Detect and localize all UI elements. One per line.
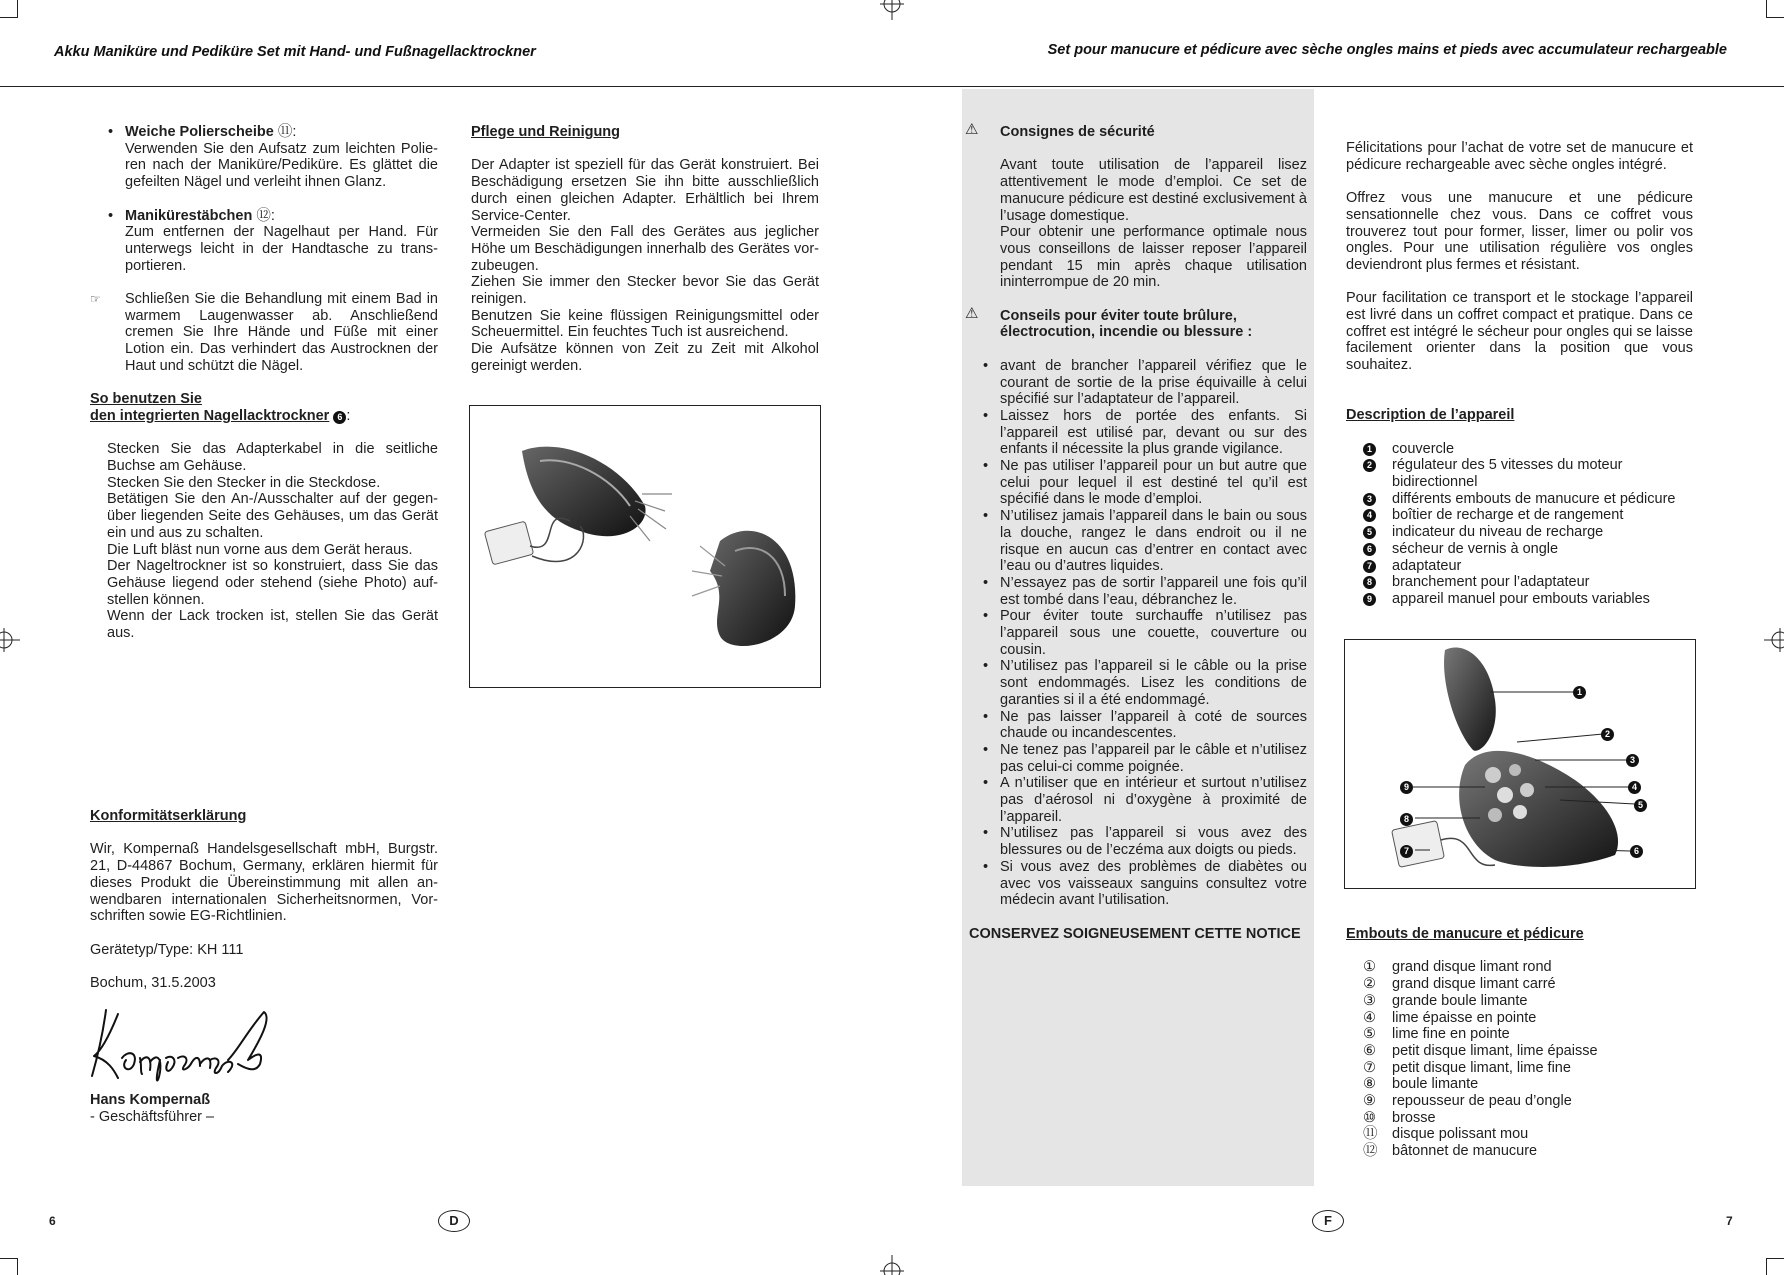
- hand-pointer-icon: ☞: [90, 292, 101, 306]
- attachment-text: petit disque limant, lime épaisse: [1392, 1042, 1598, 1059]
- attachment-text: lime épaisse en pointe: [1392, 1009, 1537, 1026]
- attachment-text: grande boule limante: [1392, 992, 1528, 1009]
- description-num: 9: [1363, 593, 1376, 606]
- fr-intro-paragraph: Pour facilitation ce transport et le stockage l’appareil est livré dans un coffret compact et pratique. Dans ce coffret est intégré le sécheur pour ongles qui se laisse facilement orienter dans la position que vous souhaitez.: [1346, 290, 1693, 374]
- attachment-text: disque polissant mou: [1392, 1126, 1529, 1143]
- attachment-text: grand disque limant carré: [1392, 976, 1556, 993]
- de-conformity-text: Wir, Kompernaß Handelsgesellschaft mbH, Burgstr. 21, D-44867 Bochum, Germany, erklären hiermit für dieses Produkt die Übereinstimmung mit allen an-wendbaren internationalen Sicherheitsnormen, Vor-schriften sowie EG-Richtlinien.: [90, 841, 438, 925]
- callout-6: 6: [1630, 845, 1643, 858]
- attachment-text: lime fine en pointe: [1392, 1026, 1510, 1043]
- fr-safety-column: [965, 121, 1307, 942]
- de-place-date: Bochum, 31.5.2003: [90, 974, 216, 991]
- description-text: sécheur de vernis à ongle: [1392, 540, 1559, 557]
- page-number-right: 7: [1726, 1214, 1733, 1228]
- fr-column-2: [1346, 140, 1693, 608]
- description-text: différents embouts de manucure et pédicure: [1392, 490, 1676, 507]
- header-rule: [0, 86, 1784, 87]
- crop-mark: [0, 17, 18, 18]
- fr-safety-paragraph: Avant toute utilisation de l’appareil lisez attentivement le mode d’emploi. Ce set de manucure pédicure est destiné exclusivement à l’usage domestique.: [1000, 157, 1307, 224]
- bullet-dot: •: [108, 207, 114, 224]
- fr-advice-item: • Laissez hors de portée des enfants. Si l’appareil est utilisé par, devant ou sur des enfants il nécessite la plus grande vigilance.: [983, 408, 1307, 458]
- fr-description-list: [1346, 441, 1693, 608]
- crop-mark: [1766, 1258, 1767, 1275]
- fr-attachments-list: [1346, 959, 1693, 1159]
- fr-advice-heading-line1: Conseils pour éviter toute brûlure,: [1000, 307, 1237, 324]
- bullet-title: Weiche Polierscheibe: [125, 124, 274, 140]
- description-num: 7: [1363, 560, 1376, 573]
- signature: [88, 1000, 278, 1090]
- de-dryer-heading-line1: So benutzen Sie: [90, 391, 202, 408]
- warning-icon: ⚠: [965, 304, 979, 322]
- registration-mark-bottom: [872, 1255, 912, 1275]
- de-dryer-heading-line2: den integrierten Nagellacktrockner: [90, 407, 330, 424]
- attachment-num: ⑥: [1363, 1042, 1376, 1059]
- callout-4: 4: [1628, 781, 1641, 794]
- de-dryer-step: Betätigen Sie den An-/Ausschalter auf der gegen-über liegenden Seite des Gehäuses, um das Gerät ein und aus zu schalten.: [107, 491, 438, 541]
- description-text: appareil manuel pour embouts variables: [1392, 590, 1650, 607]
- description-num: 5: [1363, 526, 1376, 539]
- de-tip: [90, 291, 438, 375]
- de-care-paragraph: Der Adapter ist speziell für das Gerät konstruiert. Bei Beschädigung ersetzen Sie ihn bitte ausschließlich durch einen gleichen Adapter. Erhältlich bei Ihrem Service-Center.: [471, 157, 819, 224]
- fr-advice-item: • N’utilisez pas l’appareil si le câble ou la prise sont endommagés. Lisez les conditions de garanties si il a été endommagé.: [983, 658, 1307, 708]
- fr-keep-notice: CONSERVEZ SOIGNEUSEMENT CETTE NOTICE: [969, 925, 1301, 942]
- fr-safety-paragraph: Pour obtenir une performance optimale nous vous conseillons de laisser reposer l’appareil pendant 15 min après chaque utilisation ininterrompue de 20 min.: [1000, 224, 1307, 291]
- attachment-num: ③: [1363, 992, 1376, 1009]
- bullet-num: ⑪: [277, 124, 293, 140]
- de-bullet-polishing-disc: • Weiche Polierscheibe ⑪: Verwenden Sie den Aufsatz zum leichten Polie-ren nach der Maniküre/Pediküre. Es glättet die gefeilten Nägel und verleiht ihnen Glanz.: [108, 124, 438, 191]
- registration-mark-top: [872, 0, 912, 20]
- attachment-text: petit disque limant, lime fine: [1392, 1059, 1571, 1076]
- de-column-2: [471, 124, 819, 375]
- de-care-heading: Pflege und Reinigung: [471, 124, 621, 140]
- attachment-num: ⑧: [1363, 1076, 1376, 1093]
- fr-advice-list: [965, 358, 1307, 909]
- description-text: régulateur des 5 vitesses du moteur bidirectionnel: [1392, 457, 1623, 490]
- de-bullet-manicure-stick: • Manikürestäbchen ⑫: Zum entfernen der Nagelhaut per Hand. Für unterwegs leicht in der Handtasche zu trans-portieren.: [108, 207, 438, 274]
- fr-advice-heading-row: [965, 304, 1307, 341]
- bullet-title: Manikürestäbchen: [125, 207, 253, 224]
- fr-intro-paragraph: Félicitations pour l’achat de votre set de manucure et pédicure rechargeable avec sèche ongles intégré.: [1346, 140, 1693, 173]
- page-number-left: 6: [49, 1214, 56, 1228]
- de-dryer-step: Stecken Sie den Stecker in die Steckdose.: [107, 474, 381, 491]
- attachment-num: ⑩: [1363, 1109, 1376, 1126]
- attachment-num: ⑪: [1363, 1126, 1378, 1143]
- attachment-text: bâtonnet de manucure: [1392, 1143, 1538, 1160]
- registration-mark-left: [0, 620, 20, 660]
- de-column-1: • Weiche Polierscheibe ⑪: Verwenden Sie den Aufsatz zum leichten Polie-ren nach der Maniküre/Pediküre. Es glättet die gefeilten Nägel und verleiht ihnen Glanz. • Manikürestäbchen ⑫: Zum entfernen der Nagelhaut per Hand. Für unterwegs leicht in der Handtasche zu trans-portieren. ☞ Schließen Sie die Behandlung mit einem Bad in warmem Laugenwasser ab. Anschließend cremen Sie Ihre Hände und Füße mit einer Lotion ein. Das verhindert das Austrocknen der Haut und schützt die Nägel. So benutzen Sie den integrierten Nagellacktrockner 6 : Stecken Sie das Adapterkabel in die seitliche Buchse am Gehäuse. Stecken Sie den Stecker in die Steckdose. Betätigen Sie den An-/Ausschalter auf der gegen-über liegenden Seite des Gehäuses, um das Gerät ein und aus zu schalten. Die Luft bläst nun vorne aus dem Gerät heraus. Der Nageltrockner ist so konstruiert, dass Sie das Gehäuse liegend oder stehend (siehe Photo) auf-stellen können. Wenn der Lack trocken ist, stellen Sie das Gerät aus.: [90, 124, 438, 642]
- crop-mark: [1766, 1258, 1784, 1259]
- de-dryer-step: Der Nageltrockner ist so konstruiert, dass Sie das Gehäuse liegend oder stehend (siehe Photo) auf-stellen können.: [107, 558, 438, 608]
- callout-2: 2: [1601, 728, 1614, 741]
- de-dryer-step: Die Luft bläst nun vorne aus dem Gerät heraus.: [107, 541, 413, 558]
- language-badge-de: D: [438, 1210, 470, 1232]
- crop-mark: [1766, 17, 1784, 18]
- fr-advice-item: • N’utilisez pas l’appareil si vous avez des blessures ou de l’eczéma aux doigts ou pieds.: [983, 825, 1307, 858]
- fr-safety-heading: Consignes de sécurité: [1000, 124, 1155, 140]
- fr-advice-item: • Ne pas laisser l’appareil à coté de sources chaude ou incandescentes.: [983, 709, 1307, 742]
- fr-advice-item: • Ne tenez pas l’appareil par le câble et n’utilisez pas celui-ci comme poignée.: [983, 742, 1307, 775]
- language-badge-fr: F: [1312, 1210, 1344, 1232]
- description-num: 6: [1363, 543, 1376, 556]
- fr-advice-item: • N’utilisez jamais l’appareil dans le bain ou sous la douche, rangez le dans endroit ou il ne risque en aucun cas d’entrer en contact avec l’eau ou d’autres liquides.: [983, 508, 1307, 575]
- description-text: indicateur du niveau de recharge: [1392, 524, 1604, 541]
- bullet-text: Verwenden Sie den Aufsatz zum leichten Polie-ren nach der Maniküre/Pediküre. Es glättet die gefeilten Nägel und verleiht ihnen Glanz.: [125, 140, 438, 191]
- fr-advice-heading-line2: électrocution, incendie ou blessure :: [1000, 324, 1253, 341]
- bullet-text: Zum entfernen der Nagelhaut per Hand. Für unterwegs leicht in der Handtasche zu trans-portieren.: [125, 224, 438, 274]
- nail-dryer-illustration: [470, 406, 820, 687]
- callout-8: 8: [1400, 813, 1413, 826]
- callout-3: 3: [1626, 754, 1639, 767]
- de-care-paragraph: Ziehen Sie immer den Stecker bevor Sie das Gerät reinigen.: [471, 274, 819, 308]
- registration-mark-right: [1764, 620, 1784, 660]
- description-num: 1: [1363, 443, 1376, 456]
- attachment-text: boule limante: [1392, 1076, 1479, 1093]
- attachment-num: ④: [1363, 1009, 1376, 1026]
- crop-mark: [17, 0, 18, 18]
- nail-dryer-photo: [469, 405, 821, 688]
- attachment-num: ⑨: [1363, 1093, 1376, 1110]
- attachment-num: ⑤: [1363, 1026, 1376, 1043]
- de-conformity-heading: Konformitätserklärung: [90, 808, 247, 824]
- callout-5: 5: [1634, 799, 1647, 812]
- attachment-num: ⑫: [1363, 1143, 1378, 1160]
- callout-7: 7: [1400, 845, 1413, 858]
- crop-mark: [17, 1258, 18, 1275]
- de-device-type: Gerätetyp/Type: KH 111: [90, 941, 244, 958]
- attachment-num: ⑦: [1363, 1059, 1376, 1076]
- bullet-dot: •: [108, 124, 114, 140]
- callout-1: 1: [1573, 686, 1586, 699]
- fr-attachments-heading: Embouts de manucure et pédicure: [1346, 926, 1584, 942]
- de-dryer-step: Stecken Sie das Adapterkabel in die seitliche Buchse am Gehäuse.: [107, 441, 438, 474]
- de-signer: [90, 1092, 438, 1125]
- callout-9: 9: [1400, 781, 1413, 794]
- fr-advice-item: • Pour éviter toute surchauffe n’utilisez pas l’appareil sous une couette, couverture ou cousin.: [983, 608, 1307, 658]
- crop-mark: [0, 1258, 18, 1259]
- de-dryer-step: Wenn der Lack trocken ist, stellen Sie das Gerät aus.: [107, 608, 438, 642]
- description-text: boîtier de recharge et de rangement: [1392, 507, 1624, 524]
- de-signer-role: - Geschäftsführer –: [90, 1108, 215, 1125]
- de-care-paragraph: Vermeiden Sie den Fall des Gerätes aus jeglicher Höhe um Beschädigungen innerhalb des Gerätes vor-zubeugen.: [471, 224, 819, 274]
- attachment-num: ①: [1363, 959, 1376, 976]
- header-right-title: Set pour manucure et pédicure avec sèche ongles mains et pieds avec accumulateur rechargeable: [1047, 42, 1727, 58]
- attachment-text: brosse: [1392, 1109, 1436, 1126]
- description-num: 2: [1363, 459, 1376, 472]
- de-care-paragraph: Benutzen Sie keine flüssigen Reinigungsmittel oder Scheuermittel. Ein feuchtes Tuch ist ausreichend.: [471, 307, 819, 341]
- bullet-num: ⑫: [256, 207, 271, 224]
- fr-description-heading: Description de l’appareil: [1346, 407, 1515, 424]
- fr-safety-heading-row: [965, 121, 1307, 141]
- fr-advice-item: • avant de brancher l’appareil vérifiez que le courant de sortie de la prise équivaille à celui spécifié sur l’adaptateur de l’appareil.: [983, 358, 1307, 408]
- attachment-text: repousseur de peau d’ongle: [1392, 1093, 1572, 1110]
- crop-mark: [1766, 0, 1767, 18]
- description-num: 4: [1363, 509, 1376, 522]
- fr-advice-item: • N’essayez pas de sortir l’appareil une fois qu’il est tombé dans l’eau, débranchez le.: [983, 575, 1307, 608]
- device-diagram: [1344, 639, 1696, 889]
- fr-intro-paragraph: Offrez vous une manucure et une pédicure sensationnelle chez vous. Dans ce coffret vous trouverez tout pour former, lisser, limer ou polir vos ongles. Pour une utilisation régulière vos ongles deviendront plus fermes et résistant.: [1346, 190, 1693, 273]
- fr-advice-item: • A n’utiliser que en intérieur et surtout n’utilisez pas d’aérosol ni d’oxygène à proximité de l’appareil.: [983, 775, 1307, 825]
- de-dryer-heading-num: 6: [333, 411, 346, 424]
- de-tip-text: Schließen Sie die Behandlung mit einem Bad in warmem Laugenwasser ab. Anschließend cremen Sie Ihre Hände und Füße mit einer Lotion ein. Das verhindert das Austrocknen der Haut und schützt die Nägel.: [125, 291, 438, 374]
- description-text: adaptateur: [1392, 557, 1462, 574]
- description-text: branchement pour l’adaptateur: [1392, 574, 1590, 591]
- de-dryer-steps: [90, 441, 438, 641]
- header-left-title: Akku Maniküre und Pediküre Set mit Hand- und Fußnagellacktrockner: [54, 44, 536, 60]
- attachment-text: grand disque limant rond: [1392, 959, 1552, 976]
- attachment-num: ②: [1363, 976, 1376, 993]
- fr-advice-item: • Si vous avez des problèmes de diabètes ou avec vos vaisseaux sanguins consultez votre médecin avant l’utilisation.: [983, 859, 1307, 909]
- description-num: 3: [1363, 493, 1376, 506]
- de-signer-name: Hans Kompernaß: [90, 1092, 211, 1108]
- fr-attachments: [1346, 926, 1693, 1160]
- warning-icon: ⚠: [965, 121, 979, 138]
- de-conformity: [90, 808, 438, 992]
- de-care-paragraph: Die Aufsätze können von Zeit zu Zeit mit Alkohol gereinigt werden.: [471, 341, 819, 374]
- description-text: couvercle: [1392, 440, 1455, 457]
- description-num: 8: [1363, 576, 1376, 589]
- fr-advice-item: • Ne pas utiliser l’appareil pour un but autre que celui pour lequel il est destiné tel qu’il est spécifié dans le mode d’emploi.: [983, 458, 1307, 508]
